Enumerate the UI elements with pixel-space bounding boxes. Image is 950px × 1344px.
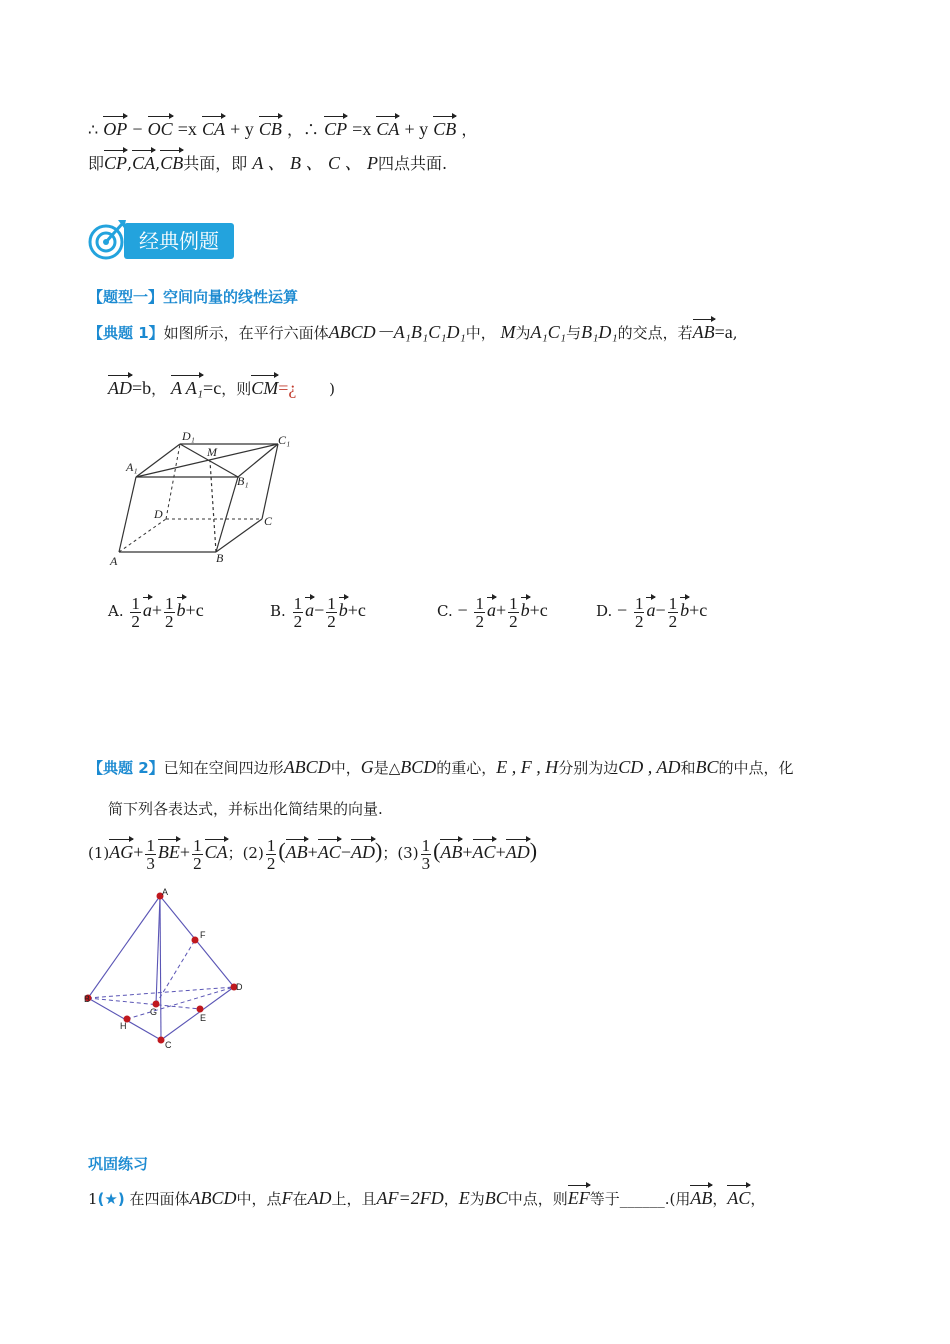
numerator: 1 — [634, 593, 644, 613]
solid-name: ABCD — [189, 1188, 237, 1208]
text: 中， — [330, 759, 361, 777]
numerator: 1 — [421, 835, 431, 855]
separator: ，∴ — [286, 120, 319, 139]
denominator: 3 — [146, 853, 155, 873]
eq-x-2: =x — [352, 119, 372, 139]
vector-ab: AB — [440, 836, 462, 863]
denominator: 2 — [475, 611, 484, 631]
label-b: B — [84, 994, 91, 1004]
text: 为 — [469, 1190, 485, 1208]
ex1-line-1: 【典题 1】如图所示，在平行六面体ABCD－A₁B₁C₁D₁中， M为A₁C₁与B₁D₁的交点，若AB=a, — [88, 316, 738, 344]
vector-ab: AB — [693, 316, 715, 343]
parallelepiped-figure — [104, 424, 304, 574]
text: 分别为边 — [558, 759, 619, 777]
segment-b1d1: B₁D₁ — [581, 322, 618, 342]
vector-ca-2: CA — [376, 113, 399, 140]
eq-unknown: =¿ — [278, 378, 297, 398]
label-c: C — [165, 1040, 172, 1050]
text: 即 — [88, 154, 105, 173]
option-a[interactable] — [108, 594, 204, 630]
operator: − — [655, 600, 666, 620]
edge-ad: AD — [307, 1188, 332, 1208]
practice-title: 巩固练习 — [88, 1155, 149, 1173]
denominator: 2 — [293, 611, 303, 631]
label-f: F — [200, 930, 206, 940]
vector-cp: CP — [104, 147, 127, 174]
vector-cm: CM — [251, 372, 278, 399]
fraction-1-2 — [266, 837, 277, 872]
option-b[interactable] — [270, 594, 366, 630]
vector-op: OP — [103, 113, 127, 140]
text: 是△ — [373, 759, 401, 777]
fraction — [634, 595, 645, 630]
text: 中，点 — [236, 1190, 282, 1208]
numerator: 1 — [293, 593, 303, 613]
punct: ， — [461, 120, 478, 139]
eq-b: =b — [132, 378, 152, 398]
plus: + — [133, 842, 144, 862]
minus: − — [340, 842, 351, 862]
vector-b: b — [177, 594, 186, 621]
text: 等于______.(用 — [589, 1190, 691, 1208]
numerator: 1 — [266, 835, 276, 855]
edge-bb1 — [216, 477, 238, 552]
edge-a1a — [119, 477, 136, 552]
text: 上，且 — [331, 1190, 377, 1208]
vector-ac: AC — [473, 836, 496, 863]
fraction-1-3 — [145, 837, 156, 872]
seg-gf — [156, 940, 195, 1004]
vector-cp: CP — [324, 113, 347, 140]
seg-bm — [210, 461, 216, 552]
text: 四点共面. — [378, 154, 448, 173]
option-letter: B. — [270, 602, 286, 620]
denominator: 2 — [165, 611, 174, 631]
part-3: ；(3) — [382, 844, 419, 862]
vector-ab: AB — [286, 836, 308, 863]
plus: + — [462, 842, 473, 862]
text: 在 — [292, 1190, 308, 1208]
vector-ac: AC — [318, 836, 341, 863]
fraction-1-2 — [192, 837, 203, 872]
target-icon — [86, 218, 128, 262]
operator: + — [495, 600, 507, 620]
eq-x: =x — [177, 119, 197, 139]
label-d: D — [236, 982, 243, 992]
triangle-bcd: BCD — [400, 757, 437, 777]
plus-y: + y — [230, 119, 254, 139]
point-e — [197, 1006, 204, 1013]
point-f — [192, 937, 199, 944]
numerator: 1 — [165, 593, 174, 613]
plus: + — [307, 842, 318, 862]
sign: − — [457, 600, 468, 620]
comma: ， — [750, 1190, 766, 1208]
label-a1: A₁ — [126, 460, 138, 474]
denominator: 3 — [421, 853, 431, 873]
label-b1: B₁ — [237, 474, 249, 488]
vector-oc: OC — [148, 113, 173, 140]
part-1: (1) — [88, 844, 110, 862]
plus-y-2: + y — [404, 119, 429, 139]
text: 与 — [566, 324, 582, 342]
question-number: 1 — [88, 1190, 98, 1208]
denominator: 2 — [193, 853, 202, 873]
label-a: A — [162, 887, 169, 897]
text: 的中点，化 — [718, 759, 794, 777]
eq-c: =c — [203, 378, 222, 398]
text: 如图所示，在平行六面体 — [163, 324, 329, 342]
fraction — [293, 595, 304, 630]
edge-cd — [161, 987, 234, 1040]
denominator: 2 — [668, 611, 678, 631]
ex1-line-2: AD=b， A A₁=c，则CM=¿ ) — [108, 372, 335, 399]
operator: + — [151, 600, 163, 620]
edges-cd-ad: CD , AD — [618, 757, 681, 777]
tetrahedron-figure — [84, 886, 254, 1052]
edge-bc: BC — [484, 1188, 508, 1208]
fraction-1-3 — [421, 837, 432, 872]
fraction — [508, 595, 519, 630]
numerator: 1 — [509, 593, 518, 613]
tail: +c — [185, 600, 204, 620]
ex2-line-2: 简下列各表达式，并标出化简结果的向量. — [108, 800, 383, 818]
option-letter: C. — [437, 602, 453, 620]
sign: − — [617, 600, 628, 620]
vector-ad: AD — [351, 836, 375, 863]
denominator: 2 — [131, 611, 140, 631]
therefore-symbol: ∴ — [88, 120, 99, 139]
vector-ca: CA — [205, 836, 228, 863]
text: 的交点，若 — [617, 324, 693, 342]
denominator: 2 — [634, 611, 644, 631]
text: 和 — [680, 759, 696, 777]
type1-title: 【题型一】空间向量的线性运算 — [88, 288, 299, 306]
part-2: ；(2) — [227, 844, 264, 862]
tail: +c — [529, 600, 548, 620]
label-d: D — [154, 507, 163, 521]
fraction — [164, 595, 175, 630]
text: 中点，则 — [507, 1190, 568, 1208]
label-h: H — [120, 1021, 127, 1031]
denominator: 2 — [266, 853, 276, 873]
star-icon: (★) — [97, 1190, 125, 1208]
vector-ad: AD — [108, 372, 132, 399]
seg-hd — [127, 987, 234, 1019]
tail: +c — [689, 600, 708, 620]
vector-a: a — [305, 594, 314, 621]
vector-ef: EF — [568, 1182, 590, 1209]
vector-cb-2: CB — [433, 113, 456, 140]
comma: ， — [712, 1190, 728, 1208]
ex2-label: 【典题 2】 — [88, 759, 164, 777]
edge-dd1 — [166, 444, 180, 519]
text: ，则 — [221, 380, 252, 398]
label-g: G — [150, 1007, 158, 1017]
plus: + — [179, 842, 191, 862]
vector-b: b — [521, 594, 530, 621]
label-e: E — [200, 1013, 207, 1023]
vector-ad: AD — [506, 836, 530, 863]
text: 已知在空间四边形 — [163, 759, 284, 777]
label-d1: D₁ — [182, 429, 195, 443]
point-e: E — [458, 1188, 470, 1208]
section-badge: 经典例题 — [124, 223, 234, 259]
points-list: A 、 B 、 C 、 P — [252, 153, 379, 173]
label-b: B — [216, 551, 224, 565]
ex1-label: 【典题 1】 — [88, 324, 164, 342]
numerator: 1 — [146, 835, 155, 855]
paren: ) — [329, 380, 335, 398]
edge-ab — [88, 896, 160, 998]
point-c — [158, 1037, 165, 1044]
text: 的重心， — [436, 759, 497, 777]
vector-be: BE — [158, 836, 180, 863]
fraction — [130, 595, 141, 630]
vector-ac: AC — [727, 1182, 750, 1209]
option-letter: A. — [108, 602, 124, 620]
condition: AF=2FD — [376, 1188, 444, 1208]
numerator: 1 — [193, 835, 202, 855]
operator: − — [314, 600, 325, 620]
label-a: A — [110, 554, 118, 568]
quad-name: ABCD — [283, 757, 331, 777]
numerator: 1 — [668, 593, 678, 613]
seg-ag — [156, 896, 160, 1004]
text: 中， — [465, 324, 496, 342]
vector-ca: CA — [202, 113, 225, 140]
option-letter: D. — [596, 602, 613, 620]
point-g: G — [360, 757, 374, 777]
vector-a: a — [143, 594, 152, 621]
proof-line-2: 即CP,CA,CB共面，即 A 、 B 、 C 、 P四点共面. — [88, 147, 447, 175]
vector-b: b — [339, 594, 348, 621]
edge-ad — [119, 519, 166, 552]
edge-ac — [160, 896, 161, 1040]
edge-bc — [216, 519, 262, 552]
vector-a: a — [487, 594, 496, 621]
option-c[interactable] — [437, 594, 548, 630]
numerator: 1 — [327, 593, 336, 613]
denominator: 2 — [509, 611, 518, 631]
numerator: 1 — [475, 593, 484, 613]
text: 在四面体 — [129, 1190, 190, 1208]
vector-a: a — [646, 594, 655, 621]
vector-aa1: A A₁ — [171, 372, 203, 399]
label-c: C — [264, 514, 273, 528]
label-c1: C₁ — [278, 433, 291, 447]
vector-ab: AB — [690, 1182, 712, 1209]
vector-ca: CA — [132, 147, 155, 174]
fraction — [474, 595, 485, 630]
ex2-line-1 — [88, 757, 794, 778]
plus: + — [495, 842, 506, 862]
ex2-expressions: (1)AG+ $\frac{1}{3}$ BE+ $\frac{1}{2}$ CA；(2) $\frac{1}{2}$ (AB+AC−AD)；(3) $\frac{1}{3}$ (AB+AC+AD) — [88, 835, 538, 873]
practice-line-1 — [88, 1182, 765, 1209]
vector-b: b — [680, 594, 689, 621]
text: ， — [443, 1190, 459, 1208]
label-m: M — [207, 445, 217, 459]
text: 共面，即 — [183, 154, 248, 173]
option-d[interactable] — [596, 594, 707, 630]
text: 为 — [515, 324, 531, 342]
fraction — [668, 595, 679, 630]
fraction — [326, 595, 337, 630]
minus-sign: − — [132, 119, 143, 139]
proof-line-1 — [88, 113, 477, 140]
numerator: 1 — [131, 593, 140, 613]
vector-ag: AG — [109, 836, 133, 863]
edge-bc: BC — [695, 757, 719, 777]
point-m: M — [500, 322, 516, 342]
denominator: 2 — [327, 611, 336, 631]
solid-name: ABCD－A₁B₁C₁D₁ — [328, 322, 466, 342]
vector-cb: CB — [259, 113, 282, 140]
points-efh: E , F , H — [496, 757, 559, 777]
point-f: F — [281, 1188, 293, 1208]
eq-a: =a — [714, 322, 733, 342]
vector-cb: CB — [160, 147, 183, 174]
segment-a1c1: A₁C₁ — [530, 322, 567, 342]
tail: +c — [347, 600, 366, 620]
